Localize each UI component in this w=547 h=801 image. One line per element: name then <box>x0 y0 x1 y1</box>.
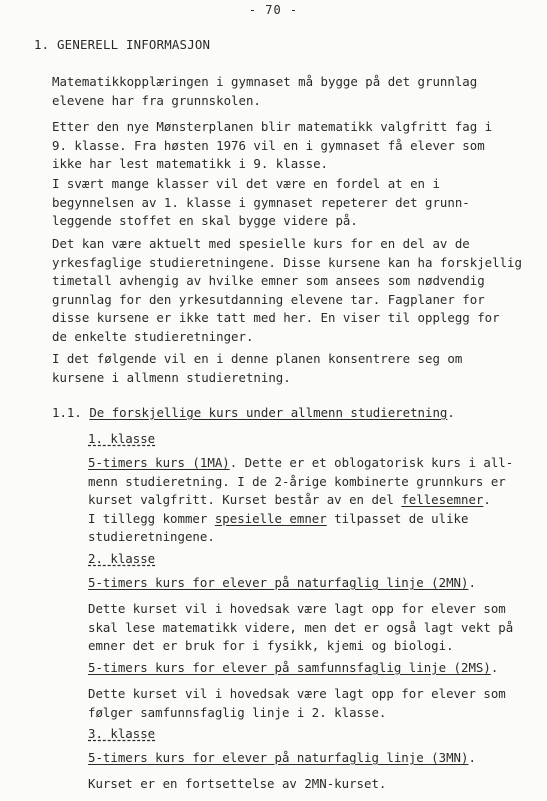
course-2mn-title: 5-timers kurs for elever på naturfaglig linje (2MN). <box>88 575 476 590</box>
course-2mn-text <box>88 600 543 656</box>
page-number: - 70 - <box>248 3 299 17</box>
text-line: skal lese matematikk videre, men det er også lagt vekt på <box>88 619 514 635</box>
text-line: begynnelsen av 1. klasse i gymnaset repeterer det grunn- <box>52 194 470 210</box>
subsection-heading: 1.1. De forskjellige kurs under allmenn studieretning. <box>52 405 455 420</box>
text-line: de enkelte studieretninger. <box>52 328 254 344</box>
term-spesielle-emner: spesielle emner <box>214 510 327 526</box>
text-line: Det kan være aktuelt med spesielle kurs for en del av de <box>52 236 470 251</box>
text-line: Etter den nye Mønsterplanen blir matematikk valgfritt fag i <box>52 119 493 134</box>
text-line: disse kursene er ikke tatt med her. En viser til opplegg for <box>52 310 500 326</box>
section-number: 1. <box>34 37 50 52</box>
text-line: Dette kurset vil i hovedsak være lagt opp for elever som <box>88 601 506 616</box>
class-2-heading: 2. klasse <box>88 551 156 566</box>
text-line: grunnlag for den yrkesutdanning elevene tar. Fagplaner for <box>52 291 485 307</box>
section-title: GENERELL INFORMASJON <box>57 37 211 52</box>
class-3-heading: 3. klasse <box>88 726 156 741</box>
text-line: 9. klasse. Fra høsten 1976 vil en i gymnaset få elever som <box>52 137 485 153</box>
course-3mn-title: 5-timers kurs for elever på naturfaglig linje (3MN). <box>88 750 476 765</box>
subsection-title: De forskjellige kurs under allmenn studieretning <box>89 405 448 420</box>
paragraph-focus <box>52 350 542 387</box>
course-3mn-text: Kurset er en fortsettelse av 2MN-kurset. <box>88 776 387 791</box>
paragraph-intro <box>52 73 542 110</box>
text-line: emner det er bruk for i fysikk, kjemi og biologi. <box>88 638 454 654</box>
term-fellesemner: fellesemner <box>401 492 484 508</box>
text-line: Matematikkopplæringen i gymnaset må bygge på det grunnlag <box>52 74 478 89</box>
text-line: I det følgende vil en i denne planen konsentrere seg om <box>52 351 463 366</box>
section-heading <box>34 36 210 55</box>
text-line: studieretningene. <box>88 529 215 545</box>
text-line: Dette kurset vil i hovedsak være lagt opp for elever som <box>88 686 506 701</box>
paragraph-special-courses <box>52 235 542 347</box>
text-line: leggende stoffet en skal bygge videre på. <box>52 213 358 229</box>
text-line: kursene i allmenn studieretning. <box>52 369 291 385</box>
text-line: timetall avhengig av hvilke emner som ansees som nødvendig <box>52 273 485 289</box>
course-2ms-text <box>88 685 543 722</box>
text-line: menn studieretning. I de 2-årige kombinerte grunnkurs er <box>88 473 506 489</box>
text-line: I tillegg kommer spesielle emner tilpasset de ulike <box>88 510 469 526</box>
text-line: ikke har lest matematikk i 9. klasse. <box>52 156 329 172</box>
text-line: elevene har fra grunnskolen. <box>52 92 261 108</box>
paragraph-repetition <box>52 175 542 231</box>
text-line: kurset valgfritt. Kurset består av en del fellesemner. <box>88 492 491 508</box>
subsection-number: 1.1. <box>52 405 82 420</box>
class-1-heading: 1. klasse <box>88 431 156 446</box>
course-1ma-title: 5-timers kurs (1MA) <box>88 455 230 470</box>
course-2ms-title: 5-timers kurs for elever på samfunnsfaglig linje (2MS). <box>88 660 499 675</box>
paragraph-monsterplan <box>52 118 542 174</box>
class-1-text <box>88 454 543 547</box>
text-line: yrkesfaglige studieretningene. Disse kursene kan ha forskjellig <box>52 254 522 270</box>
text-line: følger samfunnsfaglig linje i 2. klasse. <box>88 704 387 720</box>
text-line: 5-timers kurs (1MA). Dette er et oblogatorisk kurs i all- <box>88 455 514 470</box>
text-line: I svært mange klasser vil det være en fordel at en i <box>52 176 440 191</box>
